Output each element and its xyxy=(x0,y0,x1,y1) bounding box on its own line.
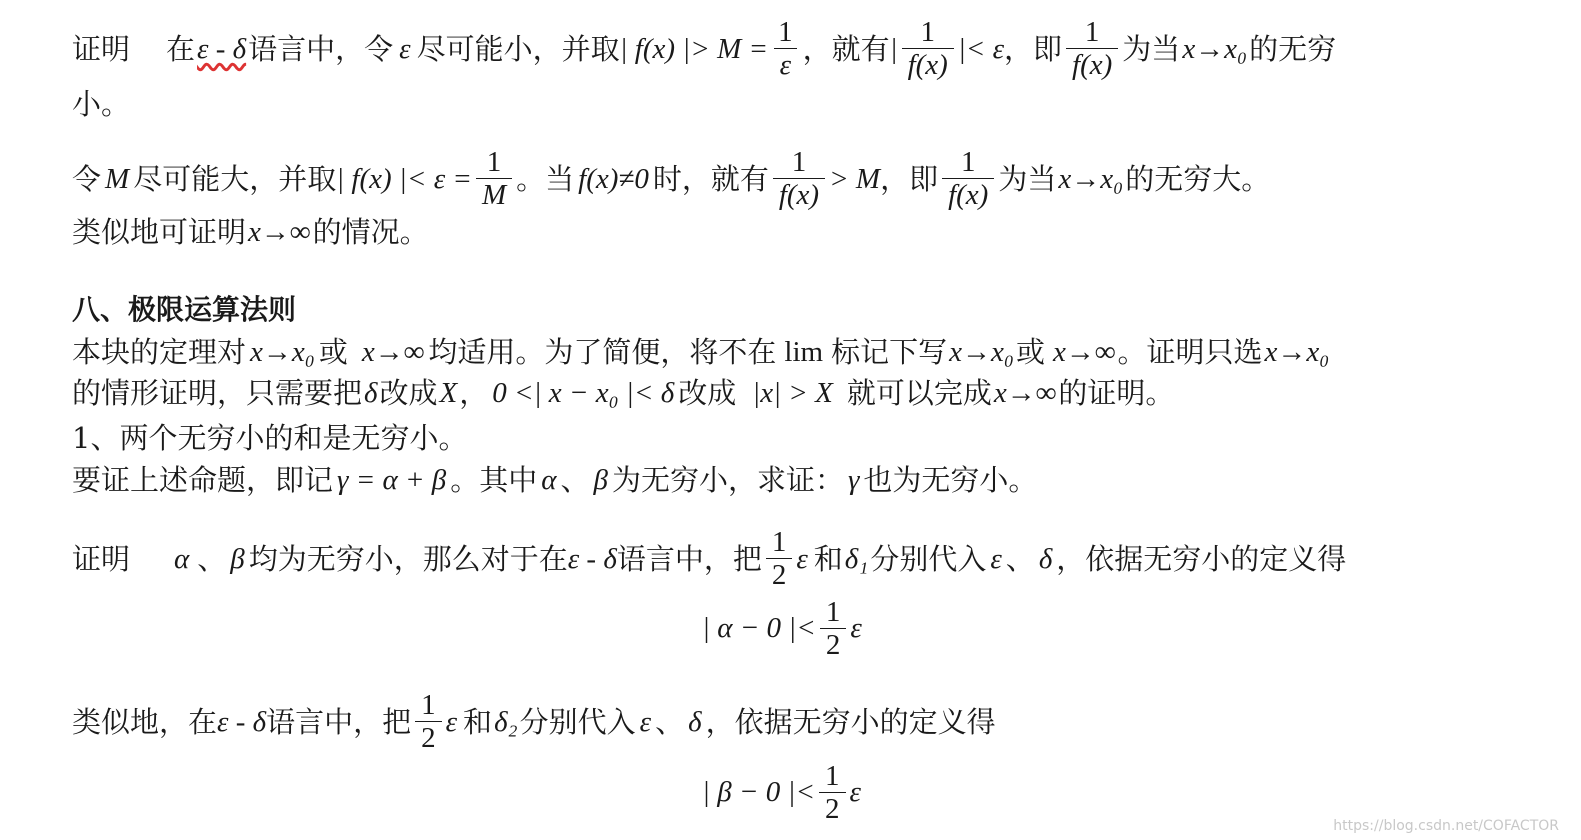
text: 、 xyxy=(655,704,685,739)
formula-x-to-x0: x→x₀ xyxy=(949,336,1014,368)
formula-abs-alpha: | α − 0 |< xyxy=(702,612,816,644)
epsilon: ε xyxy=(849,776,861,808)
text: 在 xyxy=(166,31,196,66)
denominator: f(x) xyxy=(1066,48,1118,81)
epsilon: ε xyxy=(990,542,1002,575)
claim-line xyxy=(72,462,1037,498)
denominator: ε xyxy=(774,48,797,81)
denominator: f(x) xyxy=(902,48,954,81)
text: 要证上述命题，即记 xyxy=(72,463,334,497)
equation-alpha xyxy=(702,596,862,661)
proof-sum-line xyxy=(72,526,1346,591)
epsilon: ε xyxy=(850,612,862,644)
text: 分别代入 xyxy=(519,704,636,739)
text: 标记下写 xyxy=(831,335,948,369)
numerator: 1 xyxy=(920,16,935,48)
denominator: f(x) xyxy=(773,178,825,211)
denominator: M xyxy=(476,178,512,211)
equation-beta xyxy=(702,760,861,825)
fraction-one-half xyxy=(766,526,793,591)
proof-line-2 xyxy=(72,86,130,122)
text: 改成 xyxy=(379,376,438,410)
text: 均适用。为了简便，将不在 xyxy=(428,335,777,369)
proof-line-4 xyxy=(72,214,429,250)
proof-line-3 xyxy=(72,146,1270,211)
similar-line xyxy=(72,689,996,754)
formula-absx-gt-X: |x| > X xyxy=(752,377,833,409)
fraction-one-half xyxy=(819,760,846,825)
proof-label: 证明 xyxy=(72,541,131,576)
text: 为当 xyxy=(1122,31,1181,66)
text: 令 xyxy=(72,161,102,196)
text: 尽可能大，并取 xyxy=(133,161,337,196)
text: 小。 xyxy=(72,87,131,121)
fraction-1-over-fx xyxy=(942,146,994,211)
formula-lt-eps: |< ε xyxy=(957,32,1005,65)
var-M: M xyxy=(105,162,130,195)
item-1: 1、两个无穷小的和是无穷小。 xyxy=(72,421,468,455)
numerator: 1 xyxy=(778,16,793,48)
denominator: f(x) xyxy=(942,178,994,211)
formula-abs-beta: | β − 0 |< xyxy=(702,776,816,808)
formula-x-to-inf: x→∞ xyxy=(248,216,311,248)
text: 语言中，令 xyxy=(248,31,394,66)
formula-fx-ne-0: f(x)≠0 xyxy=(578,162,649,195)
proof-line-1 xyxy=(72,16,1336,81)
text: ，就有 xyxy=(802,31,890,66)
text: 分别代入 xyxy=(870,541,987,576)
proof-label: 证明 xyxy=(72,31,131,66)
epsilon: ε xyxy=(399,32,411,65)
lim-label: lim xyxy=(784,336,824,368)
numerator: 1 xyxy=(825,760,840,792)
numerator: 1 xyxy=(771,526,787,558)
text: 为无穷小，求证： xyxy=(611,463,844,497)
var-delta: δ xyxy=(1038,542,1053,575)
text: 语言中，把 xyxy=(616,541,762,576)
text: 的证明。 xyxy=(1058,376,1175,410)
epsilon: ε xyxy=(796,542,808,575)
paragraph-line-1 xyxy=(72,334,1331,370)
text: 类似地可证明 xyxy=(72,215,247,249)
denominator: 2 xyxy=(766,558,793,591)
numerator: 1 xyxy=(1084,16,1100,48)
text: 或 xyxy=(318,335,348,369)
denominator: 2 xyxy=(819,792,846,825)
fraction-1-over-M xyxy=(476,146,512,211)
formula-x-to-x0: x→x₀ xyxy=(1264,336,1330,368)
section-heading: 八、极限运算法则 xyxy=(72,293,297,326)
epsilon: ε xyxy=(445,705,458,738)
text: 改成 xyxy=(678,376,737,410)
fraction-one-half xyxy=(415,689,442,754)
formula-x-to-inf: x→∞ xyxy=(993,377,1057,409)
formula-abs-fx: | f(x) |> M = xyxy=(619,32,769,65)
var-delta-2: δ₂ xyxy=(494,705,518,738)
var-delta-1: δ₁ xyxy=(844,542,869,575)
var-alpha: α xyxy=(541,464,557,496)
formula-gamma-eq: γ = α + β xyxy=(337,464,447,496)
text: 、 xyxy=(197,541,227,576)
fraction-one-half xyxy=(820,596,847,661)
var-delta: δ xyxy=(364,377,378,409)
var-beta: β xyxy=(230,542,245,575)
text: 和 xyxy=(463,704,493,739)
text: 和 xyxy=(813,541,843,576)
text: ，即 xyxy=(880,161,939,196)
text: 均为无穷小，那么对于在 xyxy=(248,541,568,576)
text: 为当 xyxy=(998,161,1057,196)
epsilon: ε xyxy=(639,705,652,738)
text: 、 xyxy=(560,463,590,497)
numerator: 1 xyxy=(825,596,841,628)
fraction-1-over-fx xyxy=(1066,16,1118,81)
fraction-1-over-eps xyxy=(772,16,799,81)
text: ， xyxy=(459,376,489,410)
text: 的情况。 xyxy=(312,215,429,249)
var-alpha: α xyxy=(174,542,190,575)
var-X: X xyxy=(439,377,458,409)
text: 的情形证明，只需要把 xyxy=(72,376,363,410)
text: 语言中，把 xyxy=(266,704,412,739)
numerator: 1 xyxy=(486,146,502,178)
text: 、 xyxy=(1005,541,1035,576)
fraction-1-over-fx xyxy=(773,146,825,211)
var-gamma: γ xyxy=(847,464,860,496)
var-beta: β xyxy=(593,464,608,496)
text: 时，就有 xyxy=(652,161,769,196)
var-delta: δ xyxy=(688,705,702,738)
text: 的无穷大。 xyxy=(1125,161,1271,196)
formula-gt-M: > M xyxy=(829,162,881,195)
text: ，依据无穷小的定义得 xyxy=(1056,541,1347,576)
formula-abs-fx-lt-eps: | f(x) |< ε = xyxy=(336,162,472,195)
formula-x-to-x0: x→x₀ xyxy=(250,336,315,368)
abs-bar: | xyxy=(889,32,898,65)
text: ，即 xyxy=(1004,31,1063,66)
text: 本块的定理对 xyxy=(72,335,247,369)
formula-x-to-inf: x→∞ xyxy=(361,336,425,368)
paragraph-line-2 xyxy=(72,375,1174,411)
text: 尽可能小，并取 xyxy=(416,31,620,66)
text: 或 xyxy=(1015,335,1045,369)
formula-x-to-x0: x→x₀ xyxy=(1182,32,1248,65)
formula-ineq: 0 <| x − x₀ |< δ xyxy=(492,377,675,409)
text: 。其中 xyxy=(450,463,538,497)
text: 类似地，在 xyxy=(72,704,218,739)
formula-x-to-x0: x→x₀ xyxy=(1058,162,1124,195)
epsilon-delta: ε - δ xyxy=(567,542,617,575)
text: 。证明只选 xyxy=(1117,335,1263,369)
numerator: 1 xyxy=(421,689,436,721)
denominator: 2 xyxy=(820,628,847,661)
fraction-1-over-fx xyxy=(902,16,954,81)
numerator: 1 xyxy=(791,146,807,178)
watermark: https://blog.csdn.net/COFACTOR xyxy=(1333,818,1559,834)
text: 的无穷 xyxy=(1249,31,1337,66)
text: ，依据无穷小的定义得 xyxy=(705,704,996,739)
epsilon-delta: ε - δ xyxy=(217,705,267,738)
text: 。当 xyxy=(516,161,575,196)
denominator: 2 xyxy=(415,721,442,754)
text: 也为无穷小。 xyxy=(863,463,1038,497)
epsilon-delta: ε - δ xyxy=(197,32,247,65)
formula-x-to-inf: x→∞ xyxy=(1052,336,1116,368)
text: 就可以完成 xyxy=(846,376,992,410)
numerator: 1 xyxy=(960,146,976,178)
